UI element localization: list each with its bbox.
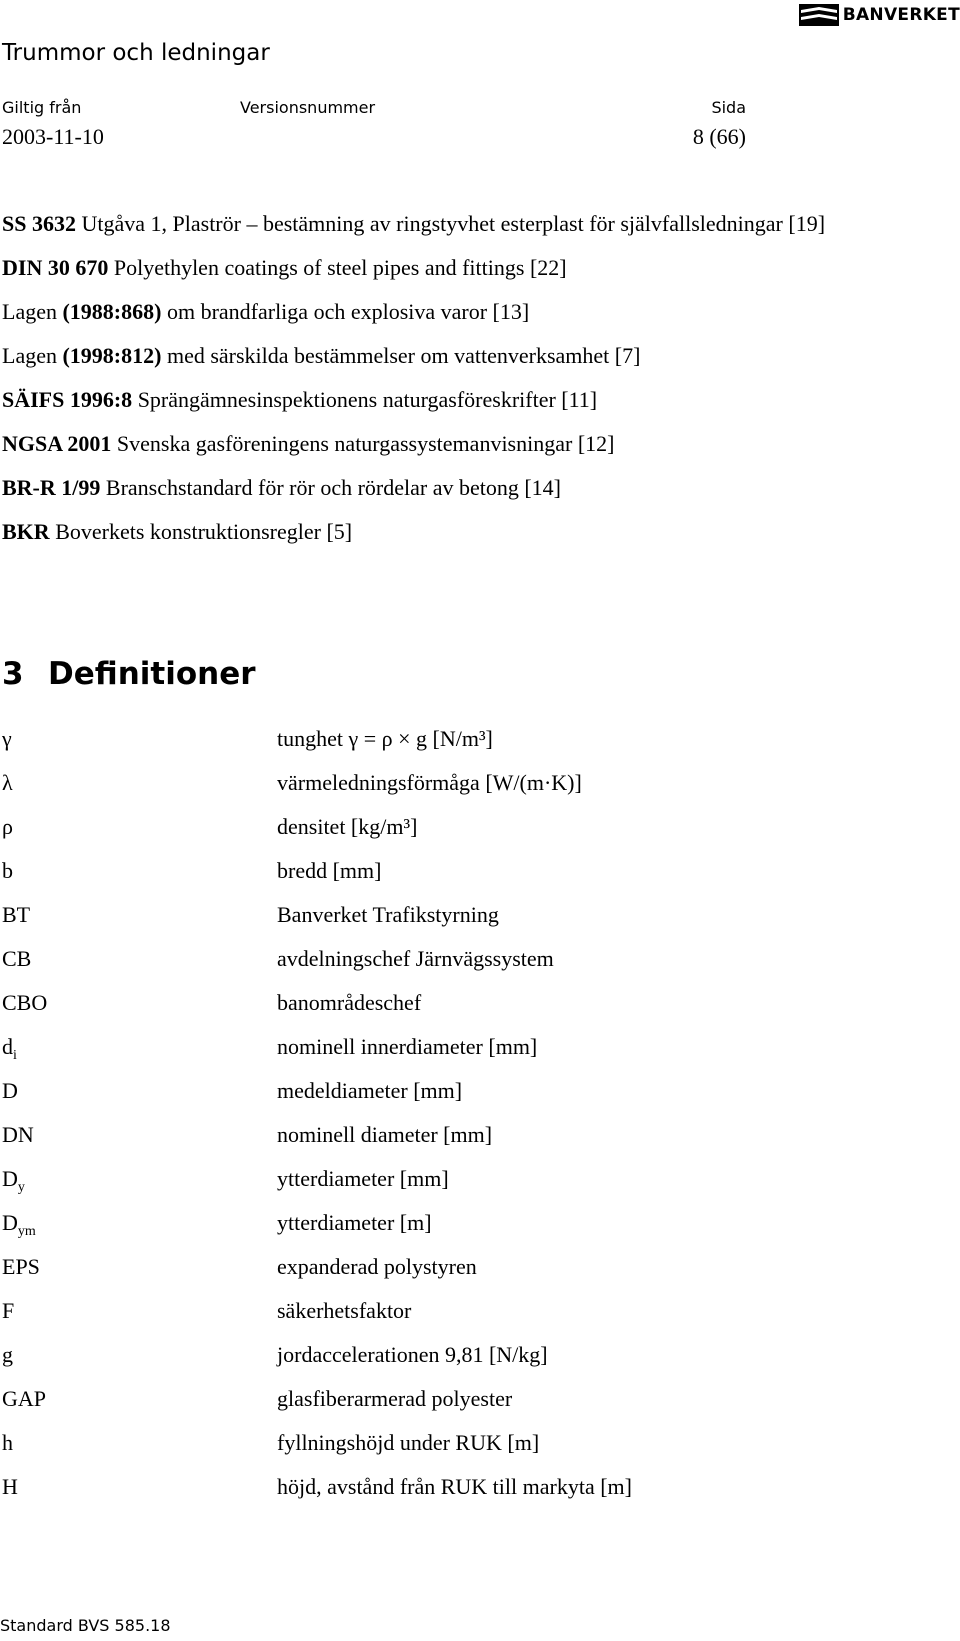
banverket-logo-icon	[799, 4, 839, 26]
definition-symbol	[2, 1210, 277, 1254]
symbol-base: d	[2, 1034, 13, 1059]
symbol-base: CBO	[2, 990, 48, 1015]
definition-text: jordaccelerationen 9,81 [N/kg]	[277, 1342, 548, 1367]
reference-code: SS 3632	[2, 211, 76, 236]
symbol-base: D	[2, 1166, 18, 1191]
definition-symbol	[2, 1342, 277, 1386]
definition-text: densitet [kg/m³]	[277, 814, 418, 839]
section-title: Definitioner	[48, 656, 256, 692]
definition-symbol	[2, 1034, 277, 1078]
definition-row	[2, 946, 902, 990]
reference-title: Svenska gasföreningens naturgassystemanvisningar [12]	[111, 431, 615, 456]
definition-row	[2, 814, 902, 858]
definition-symbol	[2, 770, 277, 814]
definition-symbol	[2, 726, 277, 770]
symbol-base: H	[2, 1474, 18, 1499]
definition-symbol	[2, 1078, 277, 1122]
reference-code: (1988:868)	[62, 299, 162, 324]
section-heading	[2, 656, 256, 692]
definition-text: avdelningschef Järnvägssystem	[277, 946, 554, 971]
reference-code: NGSA 2001	[2, 431, 112, 456]
definition-row	[2, 1210, 902, 1254]
reference-title: Utgåva 1, Plaströr – bestämning av ringstyvhet esterplast för självfallsledningar [19]	[75, 211, 826, 236]
definition-symbol	[2, 990, 277, 1034]
definition-text: expanderad polystyren	[277, 1254, 477, 1279]
reference-item	[2, 428, 942, 459]
definition-symbol	[2, 858, 277, 902]
definition-symbol	[2, 1386, 277, 1430]
symbol-base: GAP	[2, 1386, 47, 1411]
reference-item	[2, 296, 942, 327]
symbol-base: DN	[2, 1122, 34, 1147]
symbol-subscript: ym	[17, 1224, 36, 1239]
definition-symbol	[2, 1474, 277, 1518]
symbol-base: F	[2, 1298, 15, 1323]
symbol-base: λ	[2, 770, 13, 795]
page-label: Sida	[711, 98, 746, 117]
reference-prefix: Lagen	[2, 343, 63, 368]
reference-title: Branschstandard för rör och rördelar av betong [14]	[100, 475, 561, 500]
definition-symbol	[2, 814, 277, 858]
symbol-base: γ	[2, 726, 12, 751]
definition-row	[2, 858, 902, 902]
references-list	[2, 208, 942, 560]
definition-row	[2, 726, 902, 770]
definition-text: nominell diameter [mm]	[277, 1122, 493, 1147]
symbol-subscript: y	[17, 1180, 25, 1195]
definition-symbol	[2, 902, 277, 946]
definition-symbol	[2, 1298, 277, 1342]
definitions-list	[2, 726, 902, 1518]
definition-row	[2, 1122, 902, 1166]
reference-code: DIN 30 670	[2, 255, 109, 280]
definition-symbol	[2, 946, 277, 990]
reference-item	[2, 208, 942, 239]
definition-text: tunghet γ = ρ × g [N/m³]	[277, 726, 493, 751]
reference-title: Sprängämnesinspektionens naturgasföreskrifter [11]	[132, 387, 598, 412]
symbol-base: h	[2, 1430, 13, 1455]
reference-code: (1998:812)	[62, 343, 162, 368]
document-title: Trummor och ledningar	[2, 40, 270, 66]
definition-symbol	[2, 1254, 277, 1298]
definition-text: värmeledningsförmåga [W/(m·K)]	[277, 770, 582, 795]
symbol-base: b	[2, 858, 13, 883]
reference-item	[2, 384, 942, 415]
definition-row	[2, 1034, 902, 1078]
definition-row	[2, 990, 902, 1034]
definition-row	[2, 1386, 902, 1430]
definition-symbol	[2, 1122, 277, 1166]
definition-text: Banverket Trafikstyrning	[277, 902, 499, 927]
definition-row	[2, 902, 902, 946]
reference-title: Boverkets konstruktionsregler [5]	[49, 519, 353, 544]
definition-row	[2, 1342, 902, 1386]
reference-title: med särskilda bestämmelser om vattenverksamhet [7]	[161, 343, 641, 368]
definition-row	[2, 770, 902, 814]
definition-text: glasfiberarmerad polyester	[277, 1386, 513, 1411]
version-label: Versionsnummer	[240, 98, 376, 117]
definition-row	[2, 1298, 902, 1342]
symbol-base: EPS	[2, 1254, 40, 1279]
reference-item	[2, 472, 942, 503]
reference-code: BKR	[2, 519, 50, 544]
symbol-base: D	[2, 1078, 18, 1103]
symbol-base: D	[2, 1210, 18, 1235]
symbol-subscript: i	[13, 1048, 17, 1063]
reference-title: om brandfarliga och explosiva varor [13]	[161, 299, 530, 324]
definition-text: ytterdiameter [m]	[277, 1210, 432, 1235]
definition-row	[2, 1166, 902, 1210]
symbol-base: g	[2, 1342, 13, 1367]
symbol-base: CB	[2, 946, 32, 971]
definition-symbol	[2, 1166, 277, 1210]
valid-from-label: Giltig från	[2, 98, 82, 117]
page-number: 8 (66)	[692, 124, 746, 149]
banverket-logo	[799, 2, 960, 28]
definition-text: nominell innerdiameter [mm]	[277, 1034, 538, 1059]
definition-text: ytterdiameter [mm]	[277, 1166, 449, 1191]
reference-title: Polyethylen coatings of steel pipes and fittings [22]	[108, 255, 567, 280]
definition-text: banområdeschef	[277, 990, 422, 1015]
reference-item	[2, 340, 942, 371]
definition-row	[2, 1078, 902, 1122]
definition-row	[2, 1474, 902, 1518]
symbol-base: BT	[2, 902, 31, 927]
symbol-base: ρ	[2, 814, 13, 839]
valid-from-value: 2003-11-10	[2, 124, 104, 149]
definition-text: fyllningshöjd under RUK [m]	[277, 1430, 540, 1455]
reference-code: SÄIFS 1996:8	[2, 387, 133, 412]
reference-item	[2, 252, 942, 283]
footer-standard: Standard BVS 585.18	[0, 1616, 171, 1635]
definition-text: bredd [mm]	[277, 858, 382, 883]
definition-text: medeldiameter [mm]	[277, 1078, 463, 1103]
brand-name: BANVERKET	[842, 5, 960, 25]
reference-prefix: Lagen	[2, 299, 63, 324]
definition-symbol	[2, 1430, 277, 1474]
section-number: 3	[2, 656, 24, 692]
reference-code: BR-R 1/99	[2, 475, 101, 500]
definition-row	[2, 1430, 902, 1474]
definition-row	[2, 1254, 902, 1298]
reference-item	[2, 516, 942, 547]
definition-text: höjd, avstånd från RUK till markyta [m]	[277, 1474, 632, 1499]
definition-text: säkerhetsfaktor	[277, 1298, 412, 1323]
